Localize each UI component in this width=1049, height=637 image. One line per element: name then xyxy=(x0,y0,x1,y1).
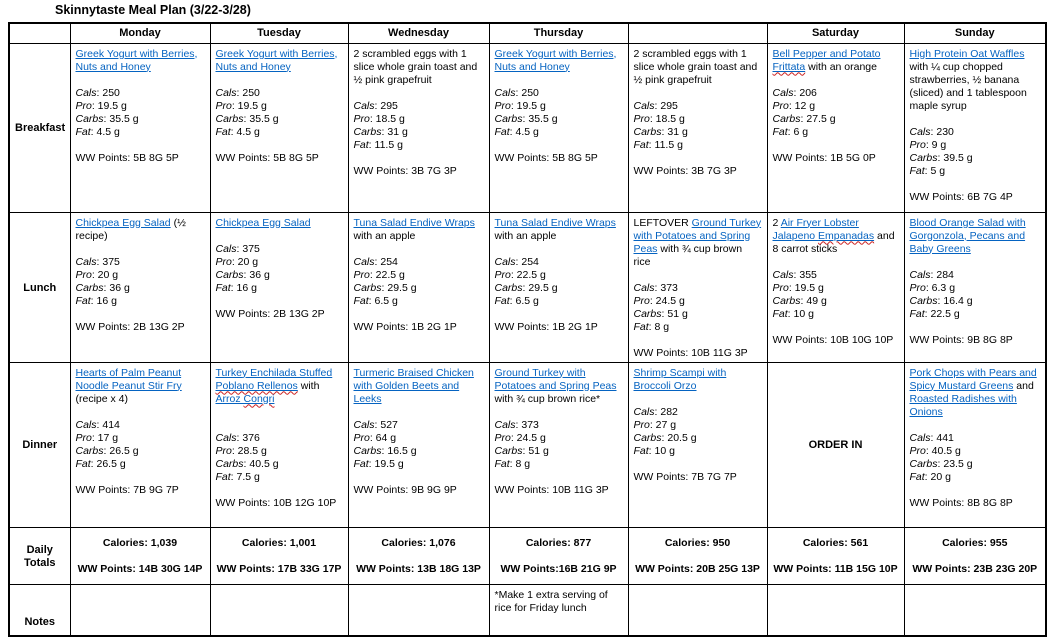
nutrition-line: Carbs: 51 g xyxy=(633,307,688,320)
nutrition-line: Carbs: 36 g xyxy=(75,281,130,294)
nutrition-line: Cals: 414 xyxy=(75,418,120,431)
nutrition-line: Fat: 6.5 g xyxy=(494,294,539,307)
recipe-link[interactable] xyxy=(244,393,275,405)
nutrition-line: Cals: 295 xyxy=(633,99,678,112)
row-label-notes: Notes xyxy=(9,584,70,636)
ww-points-total: WW Points: 14B 30G 14P xyxy=(77,563,203,575)
nutrition-line: Pro: 28.5 g xyxy=(215,444,267,457)
nutrition-line: Fat: 7.5 g xyxy=(215,470,260,483)
meal-cell-breakfast-sunday xyxy=(904,43,1046,212)
nutrition-stats xyxy=(76,256,205,308)
nutrition-line: Carbs: 16.5 g xyxy=(353,444,417,457)
nutrition-stats xyxy=(773,87,899,139)
calories-total: Calories: 561 xyxy=(802,537,869,549)
nutrition-line: Fat: 5 g xyxy=(909,164,946,177)
ww-points: WW Points: 5B 8G 5P xyxy=(75,151,179,164)
meal-title xyxy=(773,217,899,256)
meal-cell-lunch-thursday xyxy=(489,212,628,362)
nutrition-line: Pro: 20 g xyxy=(75,268,119,281)
ww-points-total: WW Points: 11B 15G 10P xyxy=(773,563,898,575)
nutrition-line: Cals: 250 xyxy=(75,86,120,99)
recipe-link[interactable] xyxy=(773,61,806,73)
nutrition-line: Fat: 6 g xyxy=(772,125,809,138)
nutrition-line: Pro: 27 g xyxy=(633,418,677,431)
recipe-link[interactable]: Greek Yogurt with Berries, Nuts and Honey xyxy=(494,47,617,73)
notes-cell-sunday xyxy=(904,584,1046,636)
totals-cell-monday xyxy=(70,527,210,584)
meal-cell-dinner-saturday xyxy=(767,362,904,527)
ww-points: WW Points: 5B 8G 5P xyxy=(494,151,598,164)
ww-points: WW Points: 8B 8G 8P xyxy=(909,496,1013,509)
nutrition-line: Carbs: 16.4 g xyxy=(909,294,973,307)
meal-cell-lunch-monday xyxy=(70,212,210,362)
page-title: Skinnytaste Meal Plan (3/22-3/28) xyxy=(55,3,251,17)
nutrition-line: Cals: 375 xyxy=(75,255,120,268)
nutrition-stats xyxy=(910,269,1041,321)
nutrition-line: Carbs: 39.5 g xyxy=(909,151,973,164)
meal-cell-lunch-sunday xyxy=(904,212,1046,362)
nutrition-line: Carbs: 27.5 g xyxy=(772,112,836,125)
meal-title xyxy=(354,217,484,243)
nutrition-line: Fat: 20 g xyxy=(909,470,951,483)
nutrition-line: Fat: 4.5 g xyxy=(75,125,120,138)
recipe-link[interactable]: Greek Yogurt with Berries, Nuts and Honey xyxy=(215,47,338,73)
row-label-dinner: Dinner xyxy=(9,362,70,527)
nutrition-line: Fat: 4.5 g xyxy=(215,125,260,138)
nutrition-line: Fat: 19.5 g xyxy=(353,457,404,470)
nutrition-line: Cals: 527 xyxy=(353,418,398,431)
ww-points: WW Points: 2B 13G 2P xyxy=(75,320,185,333)
totals-cell-wednesday xyxy=(348,527,489,584)
totals-cell-friday xyxy=(628,527,767,584)
corner-cell xyxy=(9,23,70,43)
recipe-link[interactable]: Turkey Enchilada Stuffed xyxy=(215,366,333,379)
meal-cell-dinner-thursday xyxy=(489,362,628,527)
nutrition-stats xyxy=(76,419,205,471)
nutrition-line: Carbs: 35.5 g xyxy=(75,112,139,125)
meal-text: (½ recipe) xyxy=(75,216,186,242)
nutrition-stats xyxy=(354,100,484,152)
nutrition-line: Carbs: 36 g xyxy=(215,268,270,281)
recipe-link[interactable]: Ground Turkey with Potatoes and Spring Peas xyxy=(633,216,762,255)
meal-title xyxy=(910,48,1041,113)
meal-title xyxy=(634,217,762,269)
nutrition-line: Pro: 64 g xyxy=(353,431,397,444)
meal-title xyxy=(634,48,762,87)
meal-title xyxy=(495,217,623,243)
notes-cell-tuesday xyxy=(210,584,348,636)
meal-title xyxy=(354,367,484,406)
meal-text: with ¼ cup chopped strawberries, ½ banana (sliced) and 1 tablespoon maple syrup xyxy=(909,60,1027,112)
nutrition-line: Pro: 9 g xyxy=(909,138,947,151)
misspelled-word: Frittata xyxy=(772,60,806,73)
nutrition-stats xyxy=(773,269,899,321)
nutrition-line: Pro: 24.5 g xyxy=(633,294,685,307)
meal-title xyxy=(495,48,623,74)
meal-title xyxy=(495,367,623,406)
nutrition-line: Pro: 19.5 g xyxy=(772,281,824,294)
column-header-wednesday: Wednesday xyxy=(348,23,489,43)
nutrition-line: Fat: 8 g xyxy=(633,320,670,333)
meal-title xyxy=(76,367,205,406)
meal-text: with an apple xyxy=(494,229,557,242)
meal-cell-lunch-friday xyxy=(628,212,767,362)
ww-points: WW Points: 10B 10G 10P xyxy=(772,333,894,346)
nutrition-line: Cals: 250 xyxy=(494,86,539,99)
nutrition-line: Pro: 24.5 g xyxy=(494,431,546,444)
misspelled-word: Congri xyxy=(243,392,275,405)
meal-cell-breakfast-thursday xyxy=(489,43,628,212)
ww-points: WW Points: 3B 7G 3P xyxy=(353,164,457,177)
nutrition-line: Cals: 355 xyxy=(772,268,817,281)
totals-cell-thursday xyxy=(489,527,628,584)
nutrition-stats xyxy=(354,256,484,308)
ww-points: WW Points: 10B 12G 10P xyxy=(215,496,337,509)
recipe-link[interactable]: Blood Orange Salad with Gorgonzola, Pecans and Baby Greens xyxy=(909,216,1026,255)
meal-plan-table xyxy=(8,22,1047,637)
meal-cell-lunch-saturday xyxy=(767,212,904,362)
nutrition-line: Pro: 19.5 g xyxy=(75,99,127,112)
nutrition-line: Fat: 16 g xyxy=(75,294,117,307)
nutrition-line: Fat: 22.5 g xyxy=(909,307,960,320)
meal-text: with an apple xyxy=(353,229,416,242)
nutrition-line: Carbs: 51 g xyxy=(494,444,549,457)
recipe-link[interactable]: Pork Chops with Pears and Spicy Mustard Greens xyxy=(909,366,1037,392)
nutrition-line: Carbs: 31 g xyxy=(353,125,408,138)
nutrition-line: Pro: 40.5 g xyxy=(909,444,961,457)
nutrition-line: Cals: 206 xyxy=(772,86,817,99)
ww-points-total: WW Points: 23B 23G 20P xyxy=(912,563,1038,575)
meal-text: 2 xyxy=(772,216,781,229)
meal-title xyxy=(773,48,899,74)
order-in-label: ORDER IN xyxy=(808,439,863,451)
meal-title xyxy=(634,367,762,393)
recipe-link[interactable] xyxy=(818,230,874,242)
nutrition-line: Carbs: 40.5 g xyxy=(215,457,279,470)
calories-total: Calories: 950 xyxy=(664,537,731,549)
meal-cell-breakfast-monday xyxy=(70,43,210,212)
nutrition-line: Carbs: 29.5 g xyxy=(353,281,417,294)
calories-total: Calories: 955 xyxy=(942,537,1008,549)
nutrition-line: Carbs: 31 g xyxy=(633,125,688,138)
meal-title xyxy=(910,217,1041,256)
ww-points: WW Points: 7B 7G 7P xyxy=(633,470,737,483)
nutrition-line: Cals: 295 xyxy=(353,99,398,112)
nutrition-line: Fat: 10 g xyxy=(772,307,814,320)
nutrition-line: Cals: 254 xyxy=(494,255,539,268)
meal-title xyxy=(354,48,484,87)
recipe-link[interactable]: Hearts of Palm Peanut Noodle Peanut Stir Fry xyxy=(75,366,182,392)
meal-title xyxy=(216,48,343,74)
column-header-saturday: Saturday xyxy=(767,23,904,43)
nutrition-line: Pro: 22.5 g xyxy=(353,268,405,281)
column-header-sunday: Sunday xyxy=(904,23,1046,43)
nutrition-stats xyxy=(76,87,205,139)
meal-cell-dinner-tuesday xyxy=(210,362,348,527)
calories-total: Calories: 877 xyxy=(525,537,592,549)
meal-title xyxy=(216,367,343,406)
ww-points: WW Points: 5B 8G 5P xyxy=(215,151,319,164)
meal-cell-dinner-monday xyxy=(70,362,210,527)
nutrition-stats xyxy=(634,100,762,152)
ww-points: WW Points: 3B 7G 3P xyxy=(633,164,737,177)
column-header-friday xyxy=(628,23,767,43)
nutrition-line: Pro: 6.3 g xyxy=(909,281,956,294)
recipe-link[interactable]: Chickpea Egg Salad xyxy=(215,216,311,229)
column-header-tuesday: Tuesday xyxy=(210,23,348,43)
nutrition-line: Cals: 284 xyxy=(909,268,954,281)
nutrition-line: Carbs: 35.5 g xyxy=(494,112,558,125)
meal-cell-dinner-sunday xyxy=(904,362,1046,527)
nutrition-line: Fat: 11.5 g xyxy=(353,138,403,151)
ww-points-total: WW Points: 13B 18G 13P xyxy=(356,563,481,575)
ww-points: WW Points: 1B 2G 1P xyxy=(494,320,598,333)
nutrition-stats xyxy=(910,126,1041,178)
nutrition-stats xyxy=(216,243,343,295)
nutrition-line: Cals: 250 xyxy=(215,86,260,99)
recipe-link[interactable]: Chickpea Egg Salad xyxy=(75,216,171,229)
calories-total: Calories: 1,001 xyxy=(241,537,317,549)
nutrition-stats xyxy=(216,87,343,139)
nutrition-line: Pro: 12 g xyxy=(772,99,816,112)
nutrition-stats xyxy=(495,87,623,139)
notes-cell-wednesday xyxy=(348,584,489,636)
ww-points: WW Points: 7B 9G 7P xyxy=(75,483,179,496)
nutrition-line: Cals: 375 xyxy=(215,242,260,255)
notes-cell-saturday xyxy=(767,584,904,636)
nutrition-line: Carbs: 20.5 g xyxy=(633,431,697,444)
nutrition-line: Pro: 18.5 g xyxy=(353,112,405,125)
nutrition-line: Fat: 10 g xyxy=(633,444,675,457)
nutrition-line: Carbs: 29.5 g xyxy=(494,281,558,294)
nutrition-line: Pro: 17 g xyxy=(75,431,119,444)
nutrition-line: Fat: 4.5 g xyxy=(494,125,539,138)
nutrition-stats xyxy=(634,282,762,334)
meal-cell-breakfast-saturday xyxy=(767,43,904,212)
nutrition-line: Pro: 19.5 g xyxy=(215,99,267,112)
recipe-link[interactable] xyxy=(216,380,298,392)
nutrition-line: Pro: 20 g xyxy=(215,255,259,268)
nutrition-line: Carbs: 26.5 g xyxy=(75,444,139,457)
meal-text: with an orange xyxy=(805,60,877,73)
nutrition-line: Cals: 376 xyxy=(215,431,260,444)
totals-cell-saturday xyxy=(767,527,904,584)
meal-cell-lunch-tuesday xyxy=(210,212,348,362)
meal-cell-dinner-wednesday xyxy=(348,362,489,527)
recipe-link[interactable]: Shrimp Scampi with Broccoli Orzo xyxy=(633,366,727,392)
notes-cell-friday xyxy=(628,584,767,636)
meal-cell-breakfast-wednesday xyxy=(348,43,489,212)
row-label-lunch: Lunch xyxy=(9,212,70,362)
ww-points: WW Points: 1B 5G 0P xyxy=(772,151,876,164)
ww-points-total: WW Points: 17B 33G 17P xyxy=(216,563,342,575)
notes-cell-monday xyxy=(70,584,210,636)
nutrition-line: Fat: 16 g xyxy=(215,281,257,294)
nutrition-line: Fat: 11.5 g xyxy=(633,138,683,151)
nutrition-stats xyxy=(495,256,623,308)
meal-text: 2 scrambled eggs with 1 slice whole grain toast and ½ pink grapefruit xyxy=(633,47,758,86)
nutrition-line: Cals: 254 xyxy=(353,255,398,268)
nutrition-stats xyxy=(495,419,623,471)
recipe-link[interactable]: Arroz xyxy=(215,392,244,405)
meal-title xyxy=(76,217,205,243)
ww-points: WW Points: 10B 11G 3P xyxy=(633,346,748,359)
ww-points-total: WW Points: 20B 25G 13P xyxy=(635,563,760,575)
recipe-link[interactable]: Turmeric Braised Chicken with Golden Beets and Leeks xyxy=(353,366,474,405)
nutrition-line: Carbs: 35.5 g xyxy=(215,112,279,125)
nutrition-line: Cals: 373 xyxy=(633,281,678,294)
nutrition-line: Fat: 26.5 g xyxy=(75,457,126,470)
meal-text: with xyxy=(297,379,320,392)
totals-cell-tuesday xyxy=(210,527,348,584)
ww-points: WW Points: 2B 13G 2P xyxy=(215,307,325,320)
meal-title xyxy=(216,217,343,230)
meal-text: with ¾ cup brown rice xyxy=(633,242,743,268)
meal-text: with ¾ cup brown rice* xyxy=(494,392,601,405)
meal-text: LEFTOVER xyxy=(633,216,692,229)
nutrition-line: Fat: 6.5 g xyxy=(353,294,398,307)
recipe-link[interactable]: Tuna Salad Endive Wraps xyxy=(353,216,475,229)
ww-points: WW Points: 10B 11G 3P xyxy=(494,483,609,496)
recipe-link[interactable]: Roasted Radishes with Onions xyxy=(909,392,1017,418)
nutrition-line: Cals: 282 xyxy=(633,405,678,418)
ww-points: WW Points: 6B 7G 4P xyxy=(909,190,1013,203)
meal-text: (recipe x 4) xyxy=(75,392,129,405)
meal-text: 2 scrambled eggs with 1 slice whole grain toast and ½ pink grapefruit xyxy=(353,47,478,86)
recipe-link[interactable]: Tuna Salad Endive Wraps xyxy=(494,216,616,229)
calories-total: Calories: 1,039 xyxy=(102,537,178,549)
meal-cell-dinner-friday xyxy=(628,362,767,527)
row-label-breakfast: Breakfast xyxy=(9,43,70,212)
nutrition-stats xyxy=(216,432,343,484)
nutrition-stats xyxy=(354,419,484,471)
nutrition-line: Cals: 441 xyxy=(909,431,954,444)
ww-points: WW Points: 9B 8G 8P xyxy=(909,333,1013,346)
meal-cell-lunch-wednesday xyxy=(348,212,489,362)
totals-cell-sunday xyxy=(904,527,1046,584)
recipe-link[interactable]: High Protein Oat Waffles xyxy=(909,47,1025,60)
nutrition-line: Pro: 22.5 g xyxy=(494,268,546,281)
recipe-link[interactable]: Bell Pepper and Potato xyxy=(772,47,881,60)
note-text: *Make 1 extra serving of rice for Friday lunch xyxy=(494,588,608,614)
nutrition-line: Fat: 8 g xyxy=(494,457,531,470)
nutrition-stats xyxy=(910,432,1041,484)
notes-cell-thursday xyxy=(489,584,628,636)
nutrition-line: Pro: 19.5 g xyxy=(494,99,546,112)
ww-points: WW Points: 1B 2G 1P xyxy=(353,320,457,333)
nutrition-line: Carbs: 49 g xyxy=(772,294,827,307)
meal-cell-breakfast-tuesday xyxy=(210,43,348,212)
ww-points: WW Points: 9B 9G 9P xyxy=(353,483,457,496)
misspelled-word: Empanadas xyxy=(818,229,875,242)
meal-cell-breakfast-friday xyxy=(628,43,767,212)
meal-title xyxy=(910,367,1041,419)
recipe-link[interactable]: Greek Yogurt with Berries, Nuts and Honey xyxy=(75,47,198,73)
nutrition-stats xyxy=(634,406,762,458)
recipe-link[interactable]: Ground Turkey with Potatoes and Spring Peas xyxy=(494,366,617,392)
meal-text: and 8 carrot sticks xyxy=(772,229,895,255)
misspelled-word: Poblano Rellenos xyxy=(215,379,298,392)
nutrition-line: Cals: 230 xyxy=(909,125,954,138)
meal-title xyxy=(76,48,205,74)
calories-total: Calories: 1,076 xyxy=(381,537,456,549)
row-label-daily-totals: Daily Totals xyxy=(9,527,70,584)
column-header-monday: Monday xyxy=(70,23,210,43)
meal-text: and xyxy=(1013,379,1034,392)
recipe-link[interactable]: Air Fryer Lobster Jalapeno xyxy=(772,216,859,242)
ww-points-total: WW Points:16B 21G 9P xyxy=(500,563,617,575)
nutrition-line: Pro: 18.5 g xyxy=(633,112,685,125)
nutrition-line: Cals: 373 xyxy=(494,418,539,431)
nutrition-line: Carbs: 23.5 g xyxy=(909,457,973,470)
column-header-thursday: Thursday xyxy=(489,23,628,43)
